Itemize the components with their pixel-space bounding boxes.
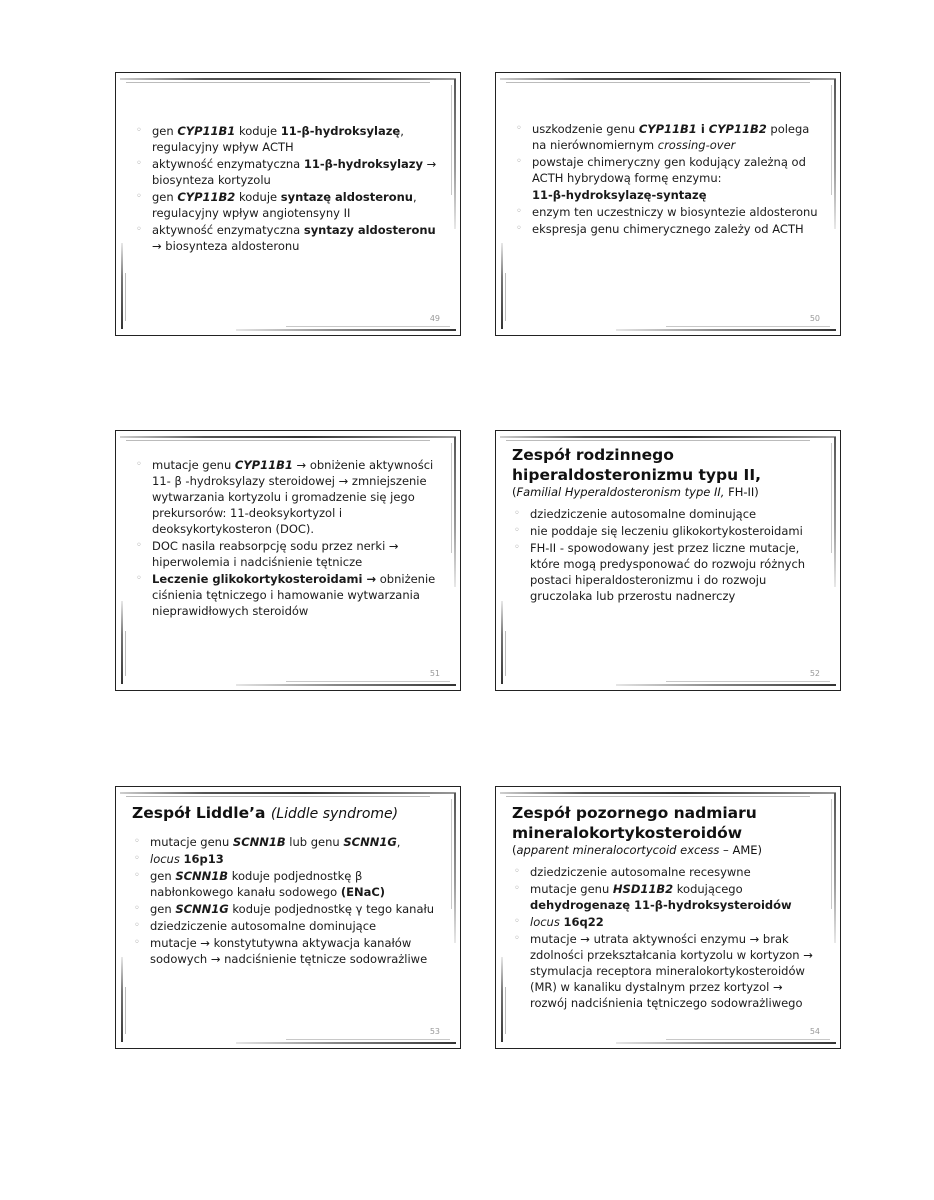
bullet-item <box>514 154 818 186</box>
text-run: (ENaC) <box>340 885 386 899</box>
bullet-item <box>514 121 818 153</box>
bullet-icon: ◦ <box>134 870 140 881</box>
bullet-item <box>512 914 818 930</box>
slide-title <box>132 803 438 824</box>
bullet-item <box>514 221 818 237</box>
bullet-item <box>134 123 438 155</box>
text-run: ( <box>512 843 517 857</box>
bullet-item <box>512 540 818 604</box>
bullet-item <box>132 834 438 850</box>
text-run: SCNN1G <box>343 835 397 849</box>
slide-50 <box>495 72 841 336</box>
bullet-icon: ◦ <box>136 573 142 584</box>
text-run: SCNN1B <box>232 835 286 849</box>
bullet-icon: ◦ <box>134 836 140 847</box>
bullet-icon: ◦ <box>514 916 520 927</box>
text-run: syntazę aldosteronu <box>280 190 413 204</box>
bullet-item <box>134 571 438 619</box>
bullet-icon: ◦ <box>514 508 520 519</box>
text-run: locus <box>530 915 560 929</box>
text-run: syntazy aldosteronu <box>303 223 436 237</box>
text-run: CYP11B2 <box>177 190 236 204</box>
text-run: HSD11B2 <box>612 882 674 896</box>
slide-number: 54 <box>809 1027 820 1036</box>
bullet-item <box>134 538 438 570</box>
text-run: CYP11B1 <box>177 124 236 138</box>
text-run: gen <box>152 124 178 138</box>
text-run: dehydrogenazę 11-β-hydroksysteroidów <box>530 898 792 912</box>
text-run: polega na nierównomiernym <box>532 122 810 152</box>
bullet-icon: ◦ <box>136 540 142 551</box>
slide-number: 50 <box>809 314 820 323</box>
bullet-icon: ◦ <box>134 853 140 864</box>
bullet-item <box>134 189 438 221</box>
bullet-icon: ◦ <box>514 542 520 553</box>
text-run: 16p13 <box>183 852 224 866</box>
text-run: dziedziczenie autosomalne dominujące <box>150 919 377 933</box>
bullet-item <box>132 851 438 867</box>
text-run: 11-β-hydroksylazy <box>303 157 423 171</box>
text-run: locus <box>150 852 180 866</box>
bullet-icon: ◦ <box>514 883 520 894</box>
text-run: 16q22 <box>563 915 604 929</box>
bullet-icon: ◦ <box>516 223 522 234</box>
bullet-item <box>514 204 818 220</box>
bullet-icon: ◦ <box>136 191 142 202</box>
slide-51 <box>115 430 461 691</box>
text-run: koduje <box>235 124 281 138</box>
bullet-icon: ◦ <box>134 920 140 931</box>
bullet-icon: ◦ <box>134 903 140 914</box>
slide-subtitle <box>512 485 818 500</box>
bullet-item <box>134 222 438 254</box>
bullet-item <box>512 881 818 913</box>
bullet-item <box>512 506 818 522</box>
text-run: mutacje genu <box>150 835 233 849</box>
text-run: mutacje genu <box>152 458 235 472</box>
bullet-item <box>134 156 438 188</box>
slide-content <box>132 803 438 968</box>
bullet-icon: ◦ <box>514 933 520 944</box>
text-run: aktywność enzymatyczna <box>152 157 304 171</box>
slide-content <box>512 803 818 1012</box>
text-run: 11-β-hydroksylazę-syntazę <box>532 188 707 202</box>
slide-title: Zespół rodzinnego hiperaldosteronizmu typu II, <box>512 446 761 484</box>
bullet-icon: ◦ <box>136 459 142 470</box>
text-run: CYP11B2 <box>708 122 767 136</box>
slide-content <box>514 121 818 238</box>
slide-53 <box>115 786 461 1049</box>
text-run: → biosynteza aldosteronu <box>152 239 300 253</box>
text-run: powstaje chimeryczny gen kodujący zależną od ACTH hybrydową formę enzymu: <box>532 155 806 185</box>
text-run: , regulacyjny wpływ ACTH <box>152 124 404 154</box>
text-run: mutacje genu <box>530 882 613 896</box>
bullet-item <box>512 864 818 880</box>
bullet-icon: ◦ <box>516 123 522 134</box>
bullet-icon: ◦ <box>514 525 520 536</box>
text-run: dziedziczenie autosomalne dominujące <box>530 507 757 521</box>
slide-49 <box>115 72 461 336</box>
bullet-icon: ◦ <box>136 125 142 136</box>
text-run: – AME) <box>719 843 762 857</box>
text-run: 11-β-hydroksylazę <box>280 124 401 138</box>
slide-content <box>134 123 438 255</box>
text-run: → biosynteza kortyzolu <box>152 157 437 187</box>
text-run: apparent mineralocortycoid excess <box>516 843 720 857</box>
slide-52 <box>495 430 841 691</box>
text-run: FH-II) <box>724 485 759 499</box>
bullet-item <box>132 918 438 934</box>
text-run: nie poddaje się leczeniu glikokortykosteroidami <box>530 524 803 538</box>
bullet-item <box>132 935 438 967</box>
slide-content <box>512 445 818 605</box>
text-run: aktywność enzymatyczna <box>152 223 304 237</box>
bullet-item <box>132 868 438 900</box>
text-run: SCNN1B <box>175 869 229 883</box>
bullet-item <box>512 931 818 1011</box>
slide-title: Zespół pozornego nadmiaru mineralokortykosteroidów <box>512 804 757 842</box>
slide-number: 49 <box>429 314 440 323</box>
bullet-item <box>132 901 438 917</box>
text-run: i <box>696 122 709 136</box>
text-run: obniżenie ciśnienia tętniczego i hamowanie wytwarzania nieprawidłowych steroidów <box>152 572 436 618</box>
text-run: koduje podjednostkę γ tego kanału <box>228 902 435 916</box>
text-run: Leczenie glikokortykosteroidami → <box>152 572 377 586</box>
bullet-item <box>512 523 818 539</box>
text-run: FH-II - spowodowany jest przez liczne mutacje, które mogą predysponować do rozwoju różnych postaci hiperaldosteronizmu i do rozwoju gruczolaka lub przerostu nadnerczy <box>530 541 806 603</box>
bullet-icon: ◦ <box>136 224 142 235</box>
slide-title-suffix: (Liddle syndrome) <box>270 806 399 822</box>
slide-54 <box>495 786 841 1049</box>
text-run: koduje <box>235 190 281 204</box>
text-run: mutacje → utrata aktywności enzymu → brak zdolności przekształcania kortyzolu w kortyzon → stymulacja receptora mineralokortykosteroidów (MR) w kanaliku dystalnym przez kortyzol → rozwój nadciśnienia tętniczego sodowrażliwego <box>530 932 813 1010</box>
slide-content <box>134 457 438 620</box>
slide-number: 52 <box>809 669 820 678</box>
bullet-icon: ◦ <box>516 206 522 217</box>
text-run: uszkodzenie genu <box>532 122 639 136</box>
bullet-item <box>514 187 818 203</box>
text-run: SCNN1G <box>175 902 229 916</box>
text-run: kodującego <box>673 882 743 896</box>
bullet-icon: ◦ <box>516 156 522 167</box>
text-run: ( <box>512 485 517 499</box>
slide-subtitle <box>512 843 818 858</box>
bullet-icon: ◦ <box>514 866 520 877</box>
text-run: Familial Hyperaldosteronism type II, <box>516 485 725 499</box>
text-run: , regulacyjny wpływ angiotensyny II <box>152 190 417 220</box>
slide-number: 53 <box>429 1027 440 1036</box>
text-run: gen <box>150 869 176 883</box>
slide-title-main: Zespół Liddle’a <box>132 804 266 822</box>
bullet-icon: ◦ <box>134 937 140 948</box>
slide-number: 51 <box>429 669 440 678</box>
bullet-item <box>134 457 438 537</box>
text-run: enzym ten uczestniczy w biosyntezie aldosteronu <box>532 205 818 219</box>
text-run: gen <box>150 902 176 916</box>
text-run: gen <box>152 190 178 204</box>
text-run: DOC nasila reabsorpcję sodu przez nerki → hiperwolemia i nadciśnienie tętnicze <box>152 539 399 569</box>
text-run: mutacje → konstytutywna aktywacja kanałów sodowych → nadciśnienie tętnicze sodowrażliwe <box>150 936 428 966</box>
text-run: dziedziczenie autosomalne recesywne <box>530 865 751 879</box>
text-run: koduje podjednostkę β nabłonkowego kanału sodowego <box>150 869 363 899</box>
text-run: CYP11B1 <box>638 122 697 136</box>
text-run: CYP11B1 <box>234 458 293 472</box>
text-run: → obniżenie aktywności 11- β -hydroksylazy steroidowej → zmniejszenie wytwarzania kortyzolu i gromadzenie się jego prekursorów: 11-deoksykortyzol i deoksykortykosteron (DOC). <box>152 458 434 536</box>
text-run: ekspresja genu chimerycznego zależy od ACTH <box>532 222 804 236</box>
bullet-icon: ◦ <box>136 158 142 169</box>
text-run: crossing-over <box>657 138 736 152</box>
text-run: , <box>396 835 401 849</box>
text-run: lub genu <box>285 835 344 849</box>
